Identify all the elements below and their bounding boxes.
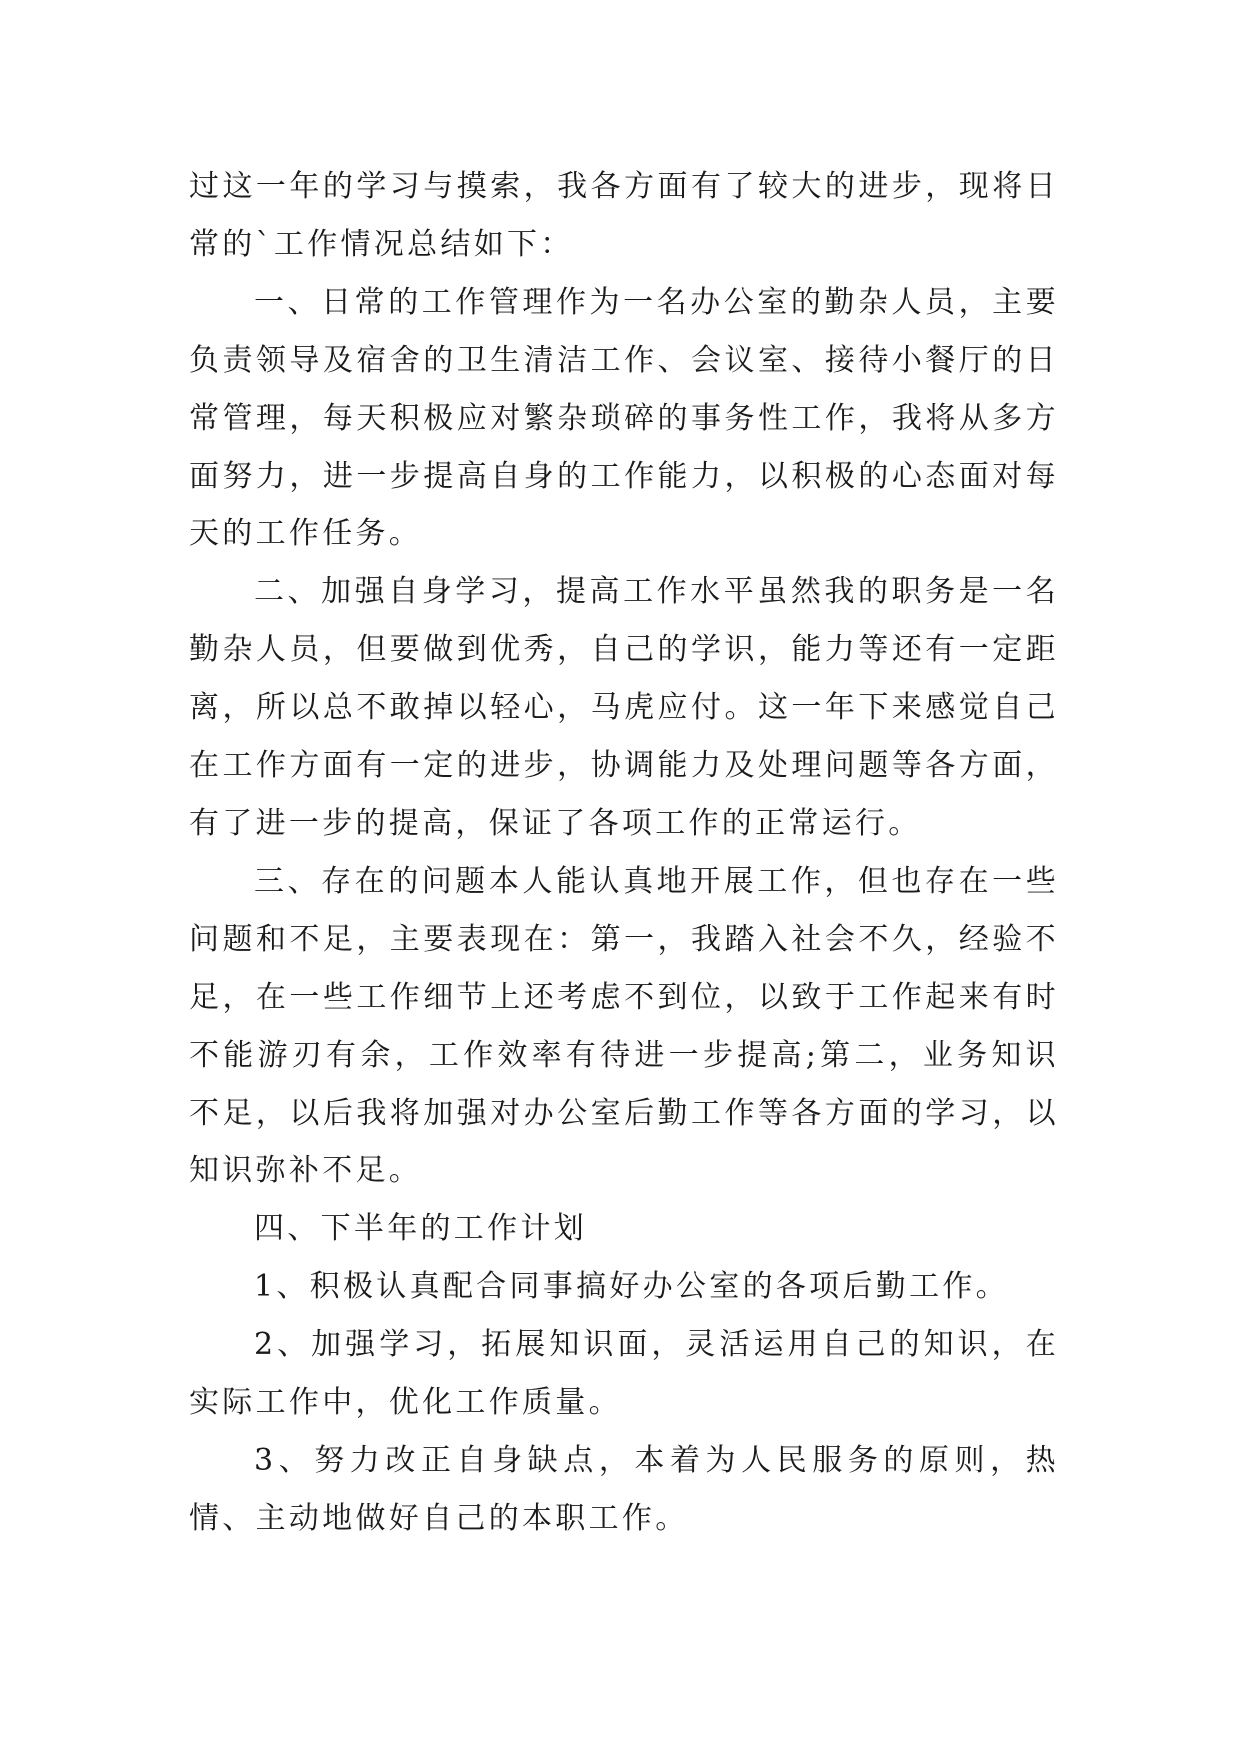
paragraph-intro: 过这一年的学习与摸索，我各方面有了较大的进步，现将日常的`工作情况总结如下： [189,169,1059,262]
paragraph-plan-item-1: 1、积极认真配合同事搞好办公室的各项后勤工作。 [254,1269,1009,1305]
paragraph-plan-item-2: 2、加强学习，拓展知识面，灵活运用自己的知识，在实际工作中，优化工作质量。 [189,1327,1059,1421]
paragraph-section-3: 三、存在的问题本人能认真地开展工作，但也存在一些问题和不足，主要表现在：第一，我踏入社会不久，经验不足，在一些工作细节上还考虑不到位，以致于工作起来有时不能游刃有余，工作效率有待进一步提高;第二，业务知识不足，以后我将加强对办公室后勤工作等各方面的学习，以知识弥补不足。 [189,863,1059,1189]
paragraph-section-4-heading: 四、下半年的工作计划 [254,1211,587,1247]
paragraph-plan-item-3: 3、努力改正自身缺点，本着为人民服务的原则，热情、主动地做好自己的本职工作。 [189,1442,1059,1536]
paragraph-section-2: 二、加强自身学习，提高工作水平虽然我的职务是一名勤杂人员，但要做到优秀，自己的学识，能力等还有一定距离，所以总不敢掉以轻心，马虎应付。这一年下来感觉自己在工作方面有一定的进步，协调能力及处理问题等各方面，有了进一步的提高，保证了各项工作的正常运行。 [189,574,1059,841]
paragraph-section-1: 一、日常的工作管理作为一名办公室的勤杂人员，主要负责领导及宿舍的卫生清洁工作、会议室、接待小餐厅的日常管理，每天积极应对繁杂琐碎的事务性工作，我将从多方面努力，进一步提高自身的工作能力，以积极的心态面对每天的工作任务。 [189,284,1059,552]
document-body [189,158,1059,1548]
